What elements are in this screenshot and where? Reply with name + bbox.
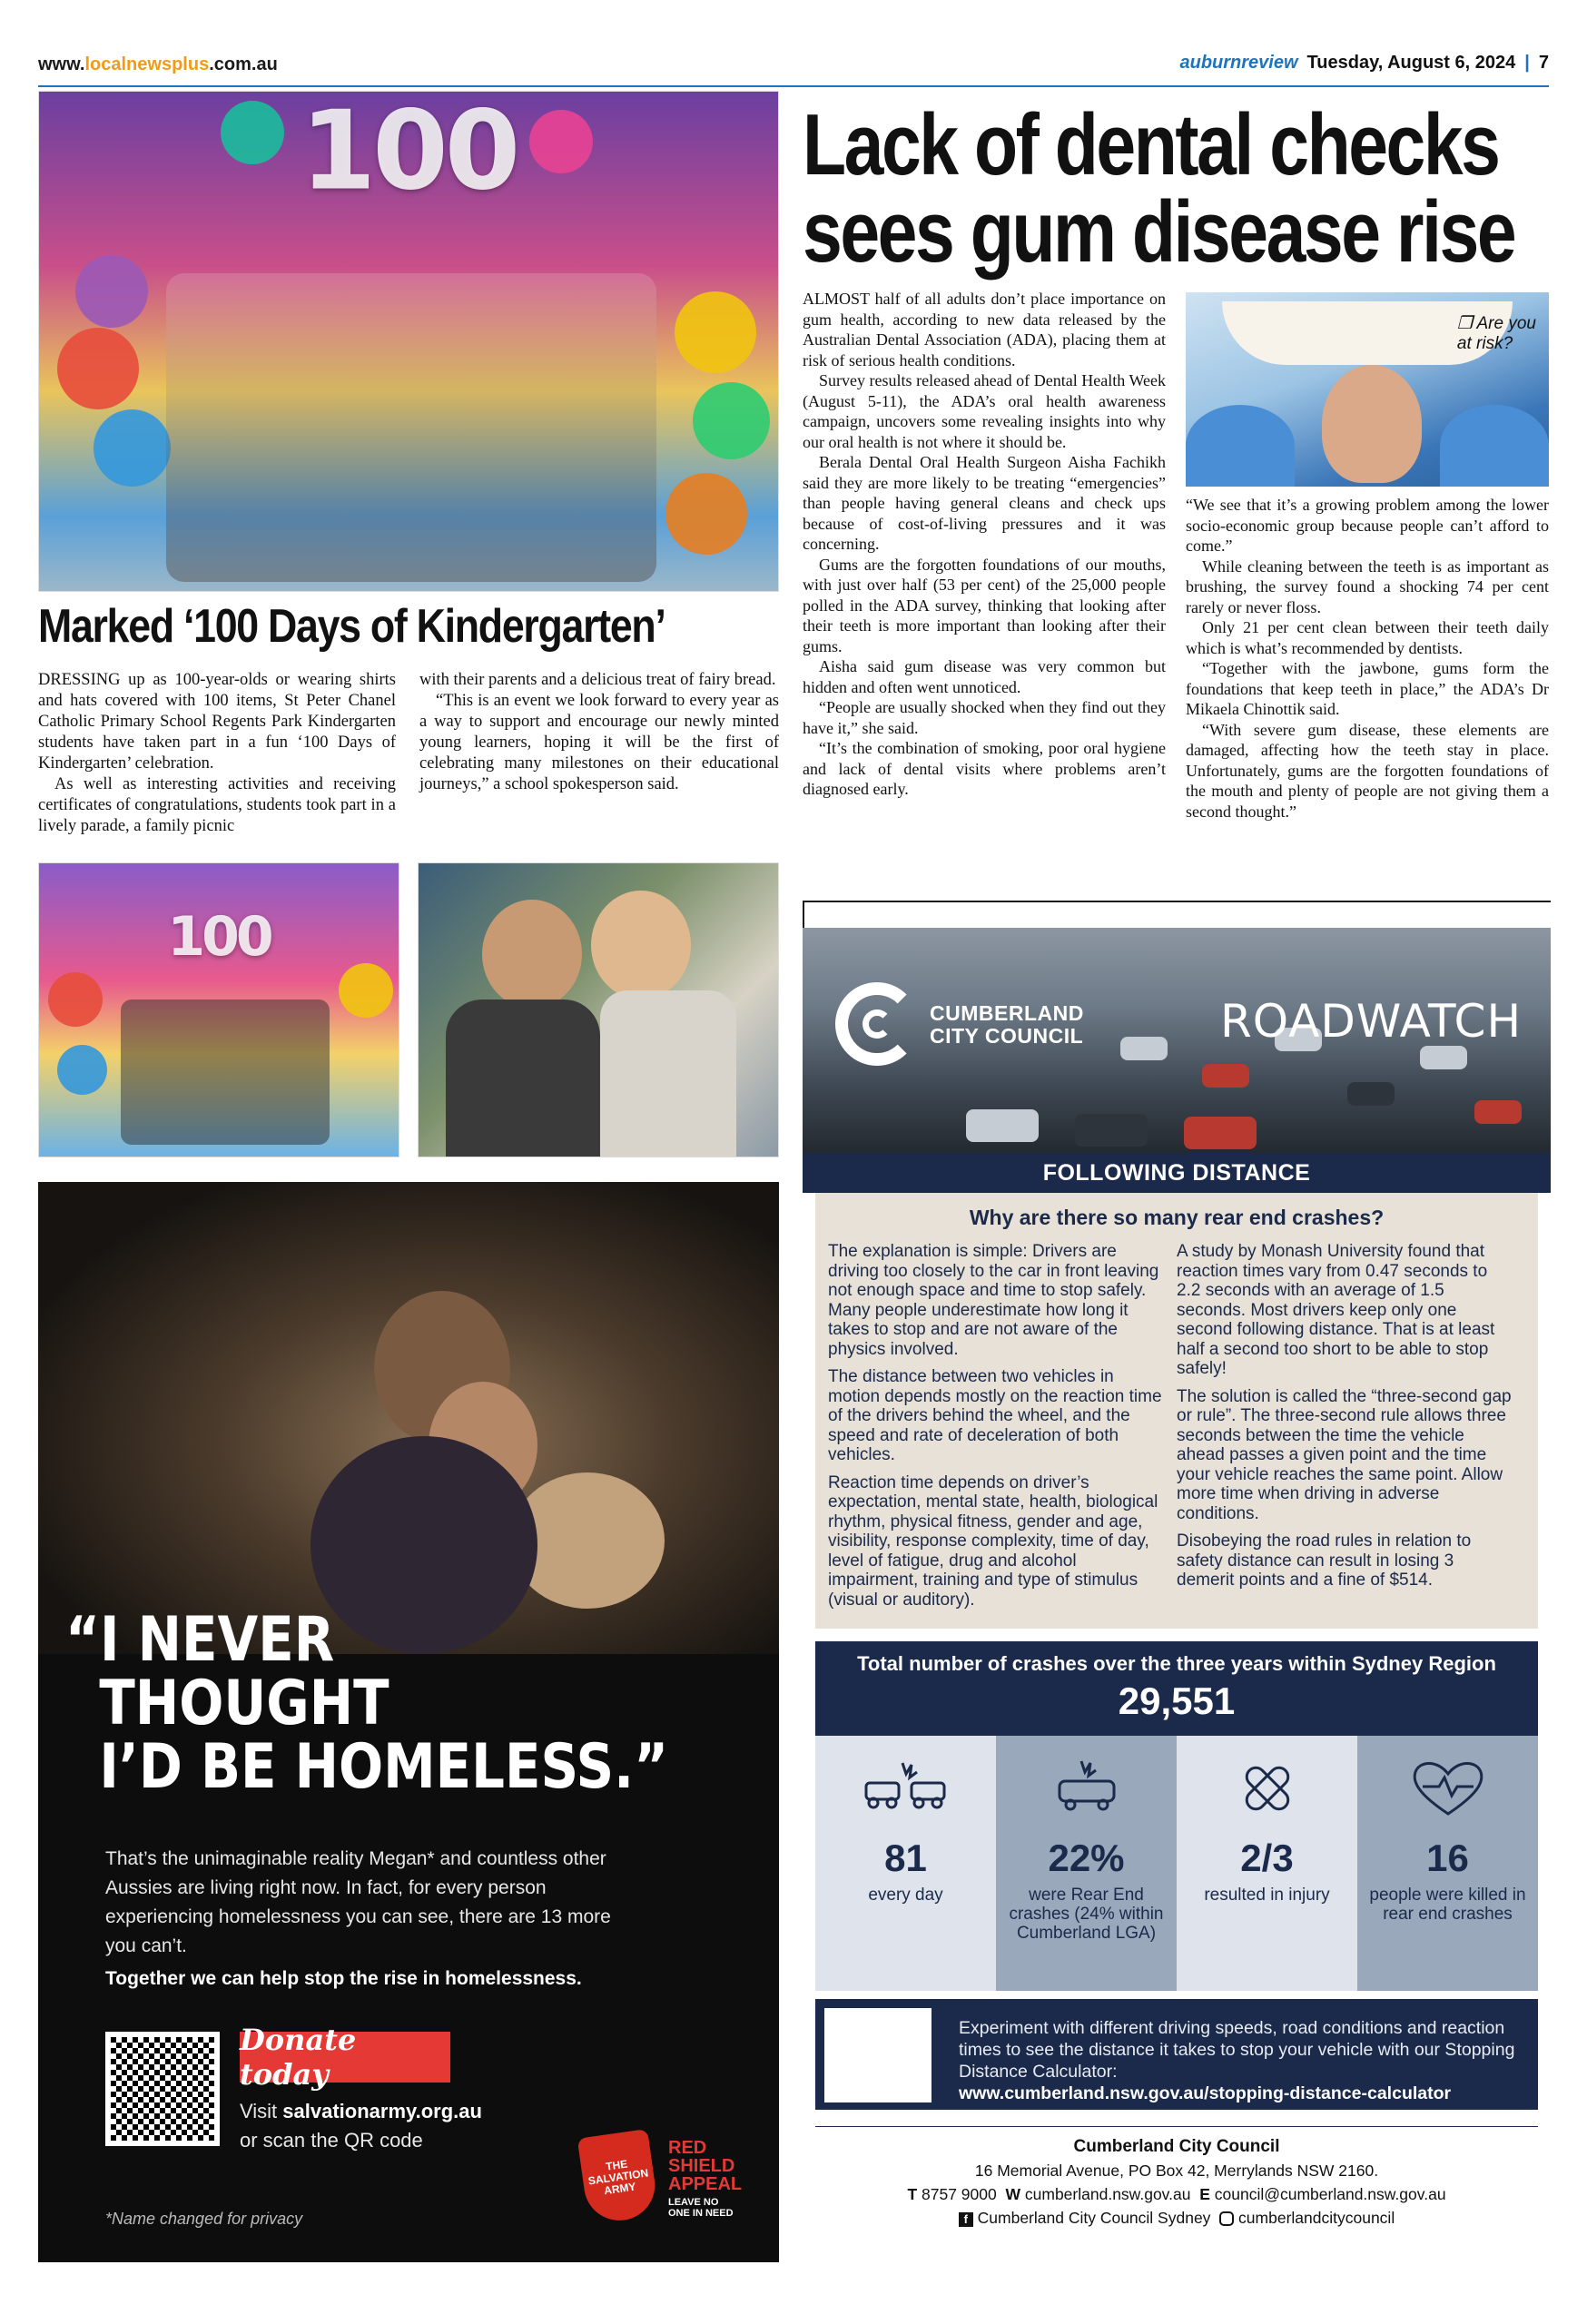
panel-question: Why are there so many rear end crashes? bbox=[969, 1206, 1385, 1229]
section-divider bbox=[803, 901, 1551, 902]
balloon-number: 100 bbox=[167, 904, 271, 969]
paragraph: Reaction time depends on driver’s expectation, mental state, health, biological rhythm, physical fitness, gender and age, visibility, response complexity, time of day, level of fatigue, drug and alcohol impairment, training and type of stimulus (visual or auditory). bbox=[828, 1472, 1158, 1610]
balloon-number: 100 bbox=[300, 91, 518, 215]
kindergarten-group-photo bbox=[38, 91, 779, 592]
roadwatch-ad bbox=[803, 928, 1551, 2262]
dental-column-2 bbox=[1186, 495, 1549, 822]
paragraph: The explanation is simple: Drivers are driving too closely to the car in front leaving not enough space and time to stop safely. Many people underestimate how long it takes to stop and are not aware of the physics involved. bbox=[828, 1242, 1159, 1359]
paragraph: A study by Monash University found that reaction times vary from 0.47 seconds to 2.2 seconds with an average of 1.5 seconds. Most drivers keep only one second following distance. That is at least half a second too short to be able to stop safely! bbox=[1177, 1242, 1495, 1378]
paragraph: “Together with the jawbone, gums form the foundations that keep teeth in place,” the ADA’s Dr Mikaela Chinottik said. bbox=[1186, 659, 1549, 718]
crash-statistics bbox=[815, 1641, 1538, 1991]
stats-total: 29,551 bbox=[1118, 1679, 1236, 1722]
stat-crashes-per-day: 81 every day bbox=[815, 1736, 996, 1991]
paragraph: “This is an event we look forward to every year as a way to support and encourage our newly minted young learners, hoping it will be the first of celebrating many milestones on their educational journeys,” a school spokesperson said. bbox=[419, 692, 779, 793]
roadwatch-banner bbox=[803, 928, 1551, 1153]
dental-column-1 bbox=[803, 289, 1166, 800]
calculator-qr-code[interactable] bbox=[824, 2008, 932, 2102]
rear-end-crash-icon bbox=[1041, 1756, 1132, 1819]
dentist-photo bbox=[1186, 292, 1549, 487]
mother-and-child-photo bbox=[38, 1182, 779, 1654]
panel-column-left bbox=[828, 1242, 1166, 1618]
privacy-note: *Name changed for privacy bbox=[105, 2210, 303, 2228]
instagram-icon bbox=[1219, 2211, 1234, 2226]
paragraph: While cleaning between the teeth is as important as brushing, the survey found a shocking 74 per cent rarely or never floss. bbox=[1186, 556, 1549, 616]
panel-column-right bbox=[1177, 1242, 1514, 1599]
council-social: f Cumberland City Council Sydney cumberlandcitycouncil bbox=[815, 2206, 1538, 2230]
bandage-icon bbox=[1222, 1756, 1313, 1819]
stats-header: Total number of crashes over the three years within Sydney Region 29,551 bbox=[815, 1641, 1538, 1736]
kindergarten-parade-photo bbox=[38, 862, 399, 1157]
paragraph: DRESSING up as 100-year-olds or wearing shirts and hats covered with 100 items, St Peter Chanel Catholic Primary School Regents Park Kindergarten students have taken part in a fun ‘100 Days of Kindergarten’ celebration. bbox=[38, 671, 396, 773]
paragraph: with their parents and a delicious treat of fairy bread. bbox=[419, 671, 776, 689]
footer-rule bbox=[815, 2126, 1538, 2127]
masthead bbox=[1180, 53, 1550, 74]
dental-headline: Lack of dental checks sees gum disease rise bbox=[803, 96, 1515, 281]
council-name: CUMBERLAND CITY COUNCIL bbox=[930, 1001, 1084, 1048]
council-address: 16 Memorial Avenue, PO Box 42, Merrylands NSW 2160. bbox=[974, 2162, 1379, 2180]
header-rule bbox=[38, 85, 1549, 87]
kindergarten-column-1 bbox=[38, 670, 396, 837]
paragraph: Only 21 per cent clean between their teeth daily which is what’s recommended by dentists. bbox=[1186, 618, 1549, 657]
heartbeat-icon bbox=[1403, 1756, 1493, 1819]
paragraph: “It’s the combination of smoking, poor oral hygiene and lack of dental visits where problems aren’t diagnosed early. bbox=[803, 739, 1166, 798]
stat-fatalities: 16 people were killed in rear end crashes bbox=[1357, 1736, 1538, 1991]
salvation-army-shield-icon: THE SALVATION ARMY bbox=[577, 2129, 660, 2225]
paragraph: Gums are the forgotten foundations of our mouths, with just over half (53 per cent) of the 25,000 people polled in the ADA survey, thinking that looking after their teeth is more important than looking after their gums. bbox=[803, 555, 1166, 655]
salvation-army-qr-code[interactable] bbox=[105, 2032, 220, 2146]
ad-body: That’s the unimaginable reality Megan* and countless other Aussies are living right now. In fact, for every person experiencing homelessness you can see, there are 13 more you can’t. bbox=[105, 1848, 611, 1956]
roadwatch-title: ROADWATCH bbox=[1220, 995, 1523, 1048]
following-distance-band: FOLLOWING DISTANCE bbox=[803, 1153, 1551, 1193]
paragraph: “With severe gum disease, these elements are damaged, affecting how the teeth stay in place. Unfortunately, gums are the forgotten foundations of the mouth and plenty of people are not giving them a second thought.” bbox=[1186, 720, 1549, 821]
paragraph: The distance between two vehicles in motion depends mostly on the reaction time of the drivers behind the wheel, and the speed and rate of deceleration of both vehicles. bbox=[828, 1367, 1162, 1464]
paragraph: The solution is called the “three-second gap or rule”. The three-second rule allows three seconds between the time the vehicle ahead passes a given point and the time your vehicle reaches the same point. Allow more time when driving in adverse conditions. bbox=[1177, 1386, 1512, 1523]
masthead-brand: auburnreview bbox=[1179, 53, 1298, 73]
stat-rear-end-share: 22% were Rear End crashes (24% within Cumberland LGA) bbox=[996, 1736, 1177, 1991]
father-and-child-photo bbox=[418, 862, 779, 1157]
paragraph: Disobeying the road rules in relation to safety distance can result in losing 3 demerit points and a fine of $514. bbox=[1177, 1531, 1472, 1590]
facebook-icon: f bbox=[959, 2212, 973, 2227]
ad-quote: “I NEVER THOUGHT I’D BE HOMELESS.” bbox=[65, 1604, 669, 1803]
paragraph: As well as interesting activities and receiving certificates of congratulations, students took part in a lively parade, a family picnic bbox=[38, 775, 396, 835]
explanation-panel bbox=[815, 1193, 1538, 1629]
masthead-separator: | bbox=[1524, 53, 1530, 73]
stopping-distance-calculator: Experiment with different driving speeds, road conditions and reaction times to see the distance it takes to stop your vehicle with our Stopping Distance Calculator: www.cumberland.nsw.gov.au/stopping-distance-calculator bbox=[815, 1999, 1538, 2110]
kindergarten-column-2 bbox=[419, 670, 779, 795]
issue-date: Tuesday, August 6, 2024 bbox=[1306, 53, 1516, 73]
page-number: 7 bbox=[1538, 53, 1549, 73]
salvation-army-ad bbox=[38, 1182, 779, 2262]
council-footer: Cumberland City Council 16 Memorial Avenue, PO Box 42, Merrylands NSW 2160. T 8757 9000 W cumberland.nsw.gov.au E council@cumberland.nsw.gov.au f Cumberland City Council Sydney cumberlandcitycouncil bbox=[815, 2135, 1538, 2230]
photo-caption: ❒ Are you at risk? bbox=[1456, 314, 1536, 353]
car-crash-icon bbox=[861, 1756, 951, 1819]
site-url[interactable]: www.localnewsplus.com.au bbox=[38, 54, 278, 74]
paragraph: Survey results released ahead of Dental Health Week (August 5-11), the ADA’s oral health awareness campaign, uncovers some revealing insights into why our oral health is not where it should be. bbox=[803, 371, 1166, 451]
red-shield-appeal-logo: RED SHIELD APPEAL LEAVE NO ONE IN NEED bbox=[668, 2138, 743, 2219]
kindergarten-headline: Marked ‘100 Days of Kindergarten’ bbox=[38, 600, 665, 653]
calculator-link[interactable]: www.cumberland.nsw.gov.au/stopping-distance-calculator bbox=[959, 2083, 1452, 2103]
ad-callout: Together we can help stop the rise in homelessness. bbox=[105, 1968, 582, 1989]
salvation-army-link[interactable]: salvationarmy.org.au bbox=[282, 2100, 482, 2122]
stat-injury-share: 2/3 resulted in injury bbox=[1177, 1736, 1357, 1991]
paragraph: Berala Dental Oral Health Surgeon Aisha Fachikh said they are more likely to be treating “emergencies” than people having general cleans and check ups because of cost-of-living pressures and it was concerning. bbox=[803, 453, 1166, 553]
donate-button[interactable]: Donate today bbox=[240, 2032, 450, 2083]
council-contacts: T 8757 9000 W cumberland.nsw.gov.au E council@cumberland.nsw.gov.au bbox=[907, 2185, 1446, 2203]
paragraph: “People are usually shocked when they find out they have it,” she said. bbox=[803, 698, 1166, 737]
paragraph: ALMOST half of all adults don’t place importance on gum health, according to new data released by the Australian Dental Association (ADA), placing them at risk of serious health conditions. bbox=[803, 290, 1166, 369]
paragraph: “We see that it’s a growing problem among the lower socio-economic group because people can’t afford to come.” bbox=[1186, 496, 1549, 555]
visit-text: Visit salvationarmy.org.au or scan the QR code bbox=[240, 2100, 482, 2152]
paragraph: Aisha said gum disease was very common but hidden and often went unnoticed. bbox=[803, 657, 1166, 696]
